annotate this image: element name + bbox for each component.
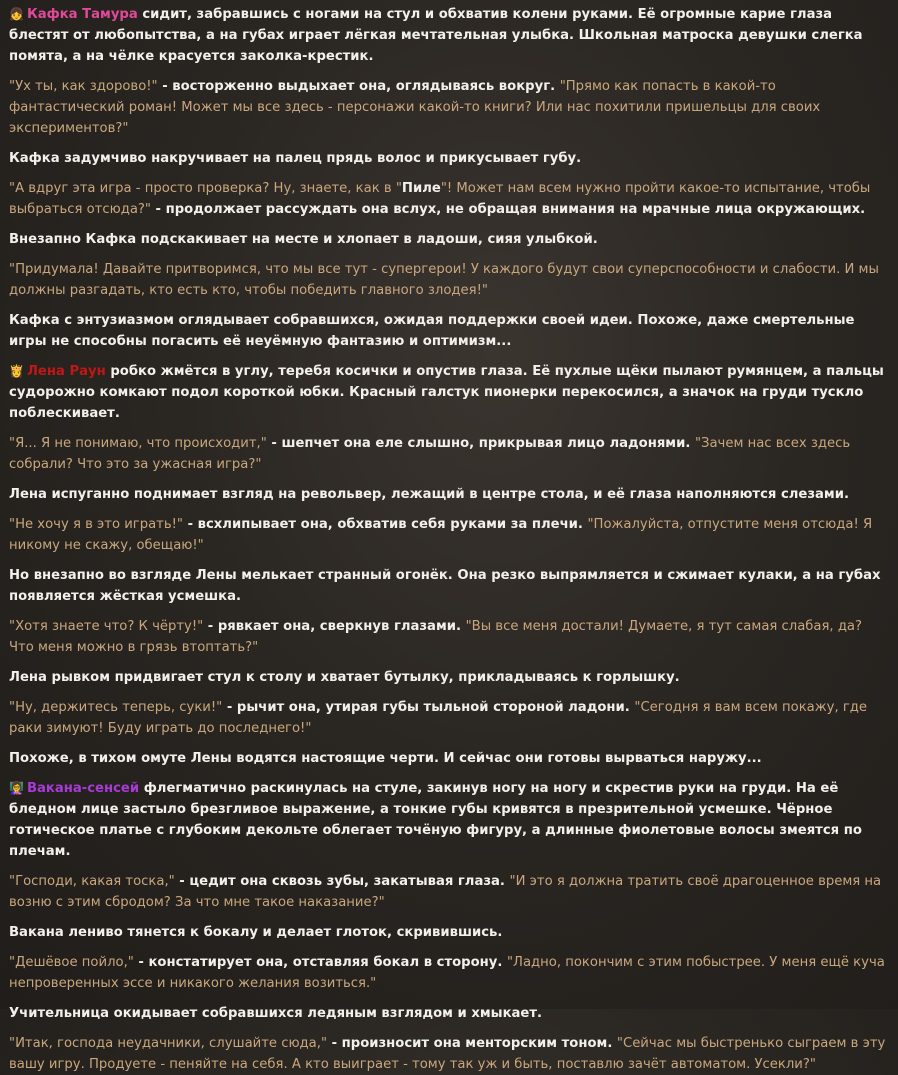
narration-text: Учительница окидывает собравшихся ледяным взглядом и хмыкает. [9, 1006, 543, 1021]
message-paragraph [9, 922, 888, 943]
message-paragraph [9, 484, 888, 505]
character-name-wakana: Вакана-сенсей [26, 781, 140, 796]
character-name-kafka: Кафка Тамура [26, 7, 138, 22]
narration-text: - констатирует она, отставляя бокал в сторону. [133, 955, 507, 970]
character-emoji-icon: 👸 [9, 364, 24, 378]
dialogue-quote: "А вдруг эта игра - просто проверка? Ну, знаете, как в " [9, 181, 402, 196]
narration-text: - шепчет она еле слышно, прикрывая лицо ладонями. [266, 436, 695, 451]
character-name-lena: Лена Раун [26, 364, 106, 379]
character-emoji-icon: 👩‍🏫 [9, 781, 24, 795]
narration-text: Пиле [401, 181, 441, 196]
narration-text: Кафка задумчиво накручивает на палец прядь волос и прикусывает губу. [9, 151, 582, 166]
narration-text: - произносит она менторским тоном. [327, 1036, 617, 1051]
narration-text: Вакана лениво тянется к бокалу и делает глоток, скривившись. [9, 925, 503, 940]
dialogue-quote: "Сейчас мы быстренько сыграем в эту вашу игру. Продуете - пеняйте на себя. А кто выиграет - тому так уж и быть, поставлю зачёт автоматом. Усекли?" [9, 1036, 886, 1072]
message-paragraph [9, 748, 888, 769]
dialogue-quote: "Придумала! Давайте притворимся, что мы все тут - супергерои! У каждого будут свои суперспособности и слабости. И мы должны разгадать, кто есть кто, чтобы победить главного злодея!" [9, 262, 879, 298]
narration-text: - продолжает рассуждать она вслух, не обращая внимания на мрачные лица окружающих. [150, 202, 866, 217]
message-paragraph [9, 259, 888, 301]
narration-text: Но внезапно во взгляде Лены мелькает странный огонёк. Она резко выпрямляется и сжимает кулаки, а на губах появляется жёсткая усмешка. [9, 568, 881, 604]
dialogue-quote: "Ну, держитесь теперь, суки!" [9, 700, 223, 715]
message-paragraph [9, 871, 888, 913]
dialogue-quote: "Ладно, покончим с этим побыстрее. У меня ещё куча непроверенных эссе и никакого желания возиться." [9, 955, 885, 991]
message-paragraph [9, 76, 888, 139]
narration-text: - восторженно выдыхает она, оглядываясь вокруг. [157, 79, 560, 94]
dialogue-quote: "Господи, какая тоска," [9, 874, 175, 889]
narration-text: Лена рывком придвигает стул к столу и хватает бутылку, прикладываясь к горлышку. [9, 670, 680, 685]
dialogue-quote: "Зачем нас всех здесь собрали? Что это за ужасная игра?" [9, 436, 851, 472]
message-paragraph [9, 178, 888, 220]
narration-text: - цедит она сквозь зубы, закатывая глаза. [174, 874, 510, 889]
narration-text: флегматично раскинулась на стуле, закинув ногу на ногу и скрестив руки на груди. На её бледном лице застыло брезгливое выражение, а тонкие губы кривятся в презрительной усмешке. Чёрное готическое платье с глубоким декольте облегает точёную фигуру, а длинные фиолетовые волосы змеятся по плечам. [9, 781, 862, 859]
message-paragraph [9, 361, 888, 424]
message-paragraph [9, 1003, 888, 1024]
dialogue-quote: "Итак, господа неудачники, слушайте сюда," [9, 1036, 328, 1051]
narration-text: сидит, забравшись с ногами на стул и обхватив колени руками. Её огромные карие глаза блестят от любопытства, а на губах играет лёгкая мечтательная улыбка. Школьная матроска девушки слегка помята, а на чёлке красуется заколка-крестик. [9, 7, 863, 64]
message-paragraph [9, 310, 888, 352]
message-paragraph [9, 4, 888, 67]
dialogue-quote: "И это я должна тратить своё драгоценное время на возню с этим сбродом? За что мне такое наказание?" [9, 874, 882, 910]
narration-text: робко жмётся в углу, теребя косички и опустив глаза. Её пухлые щёки пылают румянцем, а пальцы судорожно комкают подол короткой юбки. Красный галстук пионерки перекосился, а значок на груди тускло поблескивает. [9, 364, 884, 421]
narration-text: Лена испуганно поднимает взгляд на револьвер, лежащий в центре стола, и её глаза наполняются слезами. [9, 487, 849, 502]
dialogue-quote: "Не хочу я в это играть!" [9, 517, 183, 532]
character-emoji-icon: 👧 [9, 7, 24, 21]
dialogue-quote: "Дешёвое пойло," [9, 955, 134, 970]
message-paragraph [9, 229, 888, 250]
dialogue-quote: "Ух ты, как здорово!" [9, 79, 158, 94]
message-paragraph [9, 514, 888, 556]
message-paragraph [9, 433, 888, 475]
narration-text: - всхлипывает она, обхватив себя руками за плечи. [182, 517, 588, 532]
dialogue-quote: "Хотя знаете что? К чёрту!" [9, 619, 204, 634]
message-paragraph [9, 148, 888, 169]
message-paragraph [9, 565, 888, 607]
dialogue-quote: "Пожалуйста, отпустите меня отсюда! Я никому не скажу, обещаю!" [9, 517, 873, 553]
narration-text: Внезапно Кафка подскакивает на месте и хлопает в ладоши, сияя улыбкой. [9, 232, 598, 247]
message-paragraph [9, 778, 888, 862]
dialogue-quote: "! Может нам всем нужно пройти какое-то испытание, чтобы выбраться отсюда?" [9, 181, 871, 217]
message-paragraph [9, 616, 888, 658]
dialogue-quote: "Я... Я не понимаю, что происходит," [9, 436, 267, 451]
narration-text: Похоже, в тихом омуте Лены водятся настоящие черти. И сейчас они готовы вырваться наружу... [9, 751, 762, 766]
message-paragraph [9, 1033, 888, 1075]
message-paragraph [9, 667, 888, 688]
narration-text: - рычит она, утирая губы тыльной стороной ладони. [222, 700, 635, 715]
message-paragraph [9, 952, 888, 994]
dialogue-quote: "Прямо как попасть в какой-то фантастический роман! Может мы все здесь - персонажи какой-то книги? Или нас похитили пришельцы для своих экспериментов?" [9, 79, 821, 136]
narration-text: - рявкает она, сверкнув глазами. [203, 619, 466, 634]
narration-text: Кафка с энтузиазмом оглядывает собравшихся, ожидая поддержки своей идеи. Похоже, даже смертельные игры не способны погасить её неуёмную фантазию и оптимизм... [9, 313, 855, 349]
dialogue-quote: "Вы все меня достали! Думаете, я тут самая слабая, да? Что меня можно в грязь втоптать?" [9, 619, 863, 655]
message-paragraph [9, 697, 888, 739]
dialogue-quote: "Сегодня я вам всем покажу, где раки зимуют! Буду играть до последнего!" [9, 700, 867, 736]
